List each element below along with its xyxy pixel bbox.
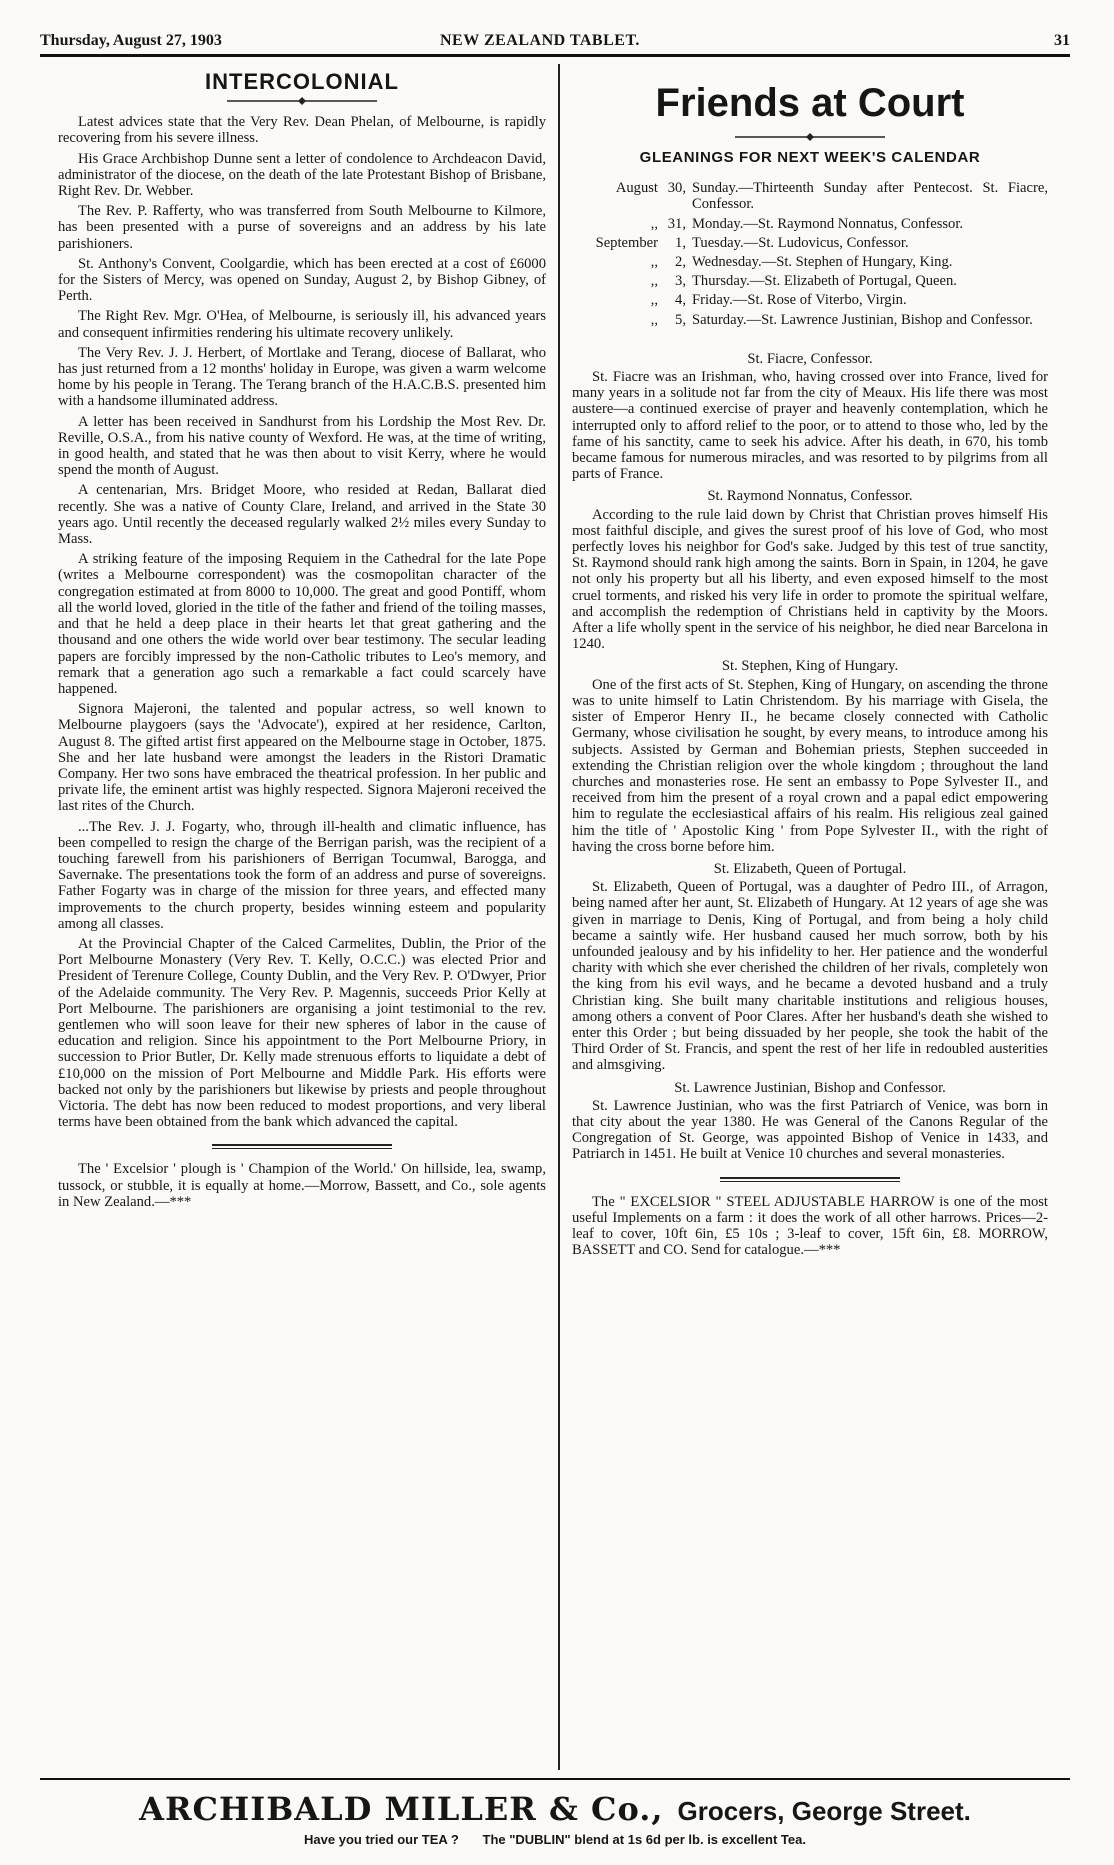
calendar-day: 4, bbox=[675, 292, 686, 309]
saint-paragraph: St. Fiacre was an Irishman, who, having crossed over into France, lived for many years in a solitude not far from the city of Meaux. His life there was most austere—a continued exercise of prayer and heavenly contemplation, which he interrupted only to afford relief to the poor, or to attend to those who, led by the fame of his sanctity, came to seek his advice. After his death, in 670, his tomb became famous for numerous miracles, and was resorted to by pilgrims from all parts of France. bbox=[572, 369, 1048, 483]
saint-paragraph: According to the rule laid down by Christ that Christian proves himself His most faithful disciple, and gives the surest proof of his love of God, who most perfectly loves his neighbor for God's sake. Judged by this test of true sanctity, St. Raymond should rank high among the saints. Born in Spain, in 1204, he gave not only his property but all his liberty, and even exposed himself to the most cruel torments, and risked his very life in order to promote the spiritual welfare, and accomplish the redemption of Christians held in captivity by the Moors. After a life wholly spent in the service of his neighbor, he died near Barcelona in 1240. bbox=[572, 506, 1048, 653]
footer-rule bbox=[40, 1778, 1070, 1780]
section-divider bbox=[720, 1177, 900, 1182]
saint-heading: St. Lawrence Justinian, Bishop and Confessor. bbox=[674, 1079, 946, 1096]
running-header bbox=[40, 26, 1070, 52]
news-paragraph: The Rev. P. Rafferty, who was transferred from South Melbourne to Kilmore, has been presented with a purse of sovereigns and an address by his late parishioners. bbox=[58, 203, 546, 252]
right-column bbox=[572, 64, 1048, 1262]
calendar-day: 5, bbox=[675, 311, 686, 328]
calendar-row bbox=[572, 254, 1048, 273]
saint-heading: St. Elizabeth, Queen of Portugal. bbox=[713, 860, 907, 877]
footer-advertisement bbox=[40, 1790, 1070, 1860]
calendar-month: August bbox=[615, 180, 658, 197]
calendar-row bbox=[572, 235, 1048, 254]
calendar-row bbox=[572, 180, 1048, 215]
tea-line bbox=[40, 1832, 1070, 1847]
saint-paragraph: One of the first acts of St. Stephen, King of Hungary, on ascending the throne was to unite himself to Latin Christendom. By his marriage with Gisela, the sister of Emperor Henry II., he became closely connected with Catholic Germany, whose civilisation he sought, by every means, to introduce among his subjects. Assisted by German and Bohemian priests, Stephen succeeded in extending the Christian religion over the whole kingdom ; throughout the land churches and monasteries rose. He sent an embassy to Pope Sylvester II., and received from him the present of a royal crown and a papal edict empowering him to regulate the ecclesiastical affairs of his realm. His religious zeal gained him the title of ' Apostolic King ' from Pope Sylvester II., with the right of having the cross borne before him. bbox=[572, 676, 1048, 855]
page-number: 31 bbox=[1054, 32, 1070, 49]
column-divider bbox=[558, 64, 560, 1770]
saint-heading: St. Fiacre, Confessor. bbox=[747, 350, 873, 367]
news-paragraph: A striking feature of the imposing Requiem in the Cathedral for the late Pope (writes a Melbourne correspondent) was the cosmopolitan character of the congregation estimated at from 8000 to 10,000. The great and good Pontiff, whom all the world loved, gloried in the title of the father and friend of the toiling masses, and that he held a deep place in their hearts let that great gathering and the thousand and one others the wide world over bear testimony. The secular leading papers are forcibly impressed by the non-Catholic tributes to Leo's memory, and remark that a generation ago such a remarkable a fact could scarcely have happened. bbox=[58, 551, 546, 697]
header-rule bbox=[40, 54, 1070, 57]
tea-note: The "DUBLIN" blend at 1s 6d per lb. is excellent Tea. bbox=[482, 1832, 806, 1847]
calendar-month: September bbox=[595, 234, 658, 251]
issue-date: Thursday, August 27, 1903 bbox=[40, 32, 222, 49]
news-paragraph: The Very Rev. J. J. Herbert, of Mortlake and Terang, diocese of Ballarat, who has just returned from a 12 months' holiday in Europe, was given a warm welcome home by his people in Terang. The Terang branch of the H.A.C.B.S. presented him with a handsome illuminated address. bbox=[58, 344, 546, 410]
calendar-entry: Friday.—St. Rose of Viterbo, Virgin. bbox=[692, 292, 907, 309]
left-column bbox=[58, 64, 546, 1214]
plough-advertisement: The ' Excelsior ' plough is ' Champion of the World.' On hillside, lea, swamp, tussock, or stubble, it is equally at home.—Morrow, Bassett, and Co., sole agents in New Zealand.—*** bbox=[58, 1161, 546, 1210]
tea-question: Have you tried our TEA ? bbox=[304, 1832, 459, 1847]
intercolonial-title: INTERCOLONIAL bbox=[205, 69, 399, 94]
harrow-advertisement: The " EXCELSIOR " STEEL ADJUSTABLE HARROW is one of the most useful Implements on a farm : it does the work of all other harrows. Prices—2-leaf to cover, 10ft 6in, £5 10s ; 3-leaf to cover, 15ft 6in, £8. MORROW, BASSETT and CO. Send for catalogue.—*** bbox=[572, 1193, 1048, 1259]
calendar-day: 31, bbox=[667, 215, 686, 232]
news-paragraph: A letter has been received in Sandhurst from his Lordship the Most Rev. Dr. Reville, O.S.A., from his native county of Wexford. He was, at the time of writing, in good health, and stated that he was then about to visit Kerry, where he would spend the month of August. bbox=[58, 413, 546, 479]
calendar-entry: Thursday.—St. Elizabeth of Portugal, Queen. bbox=[692, 273, 957, 290]
calendar-day: 30, bbox=[667, 180, 686, 197]
title-ornament bbox=[227, 96, 377, 106]
calendar-entry: Tuesday.—St. Ludovicus, Confessor. bbox=[692, 234, 909, 251]
calendar-entry: Wednesday.—St. Stephen of Hungary, King. bbox=[692, 254, 953, 271]
title-ornament bbox=[735, 132, 885, 142]
calendar-entry: Monday.—St. Raymond Nonnatus, Confessor. bbox=[692, 215, 964, 232]
saint-heading: St. Raymond Nonnatus, Confessor. bbox=[707, 488, 913, 505]
calendar-row bbox=[572, 292, 1048, 311]
news-paragraph: ...The Rev. J. J. Fogarty, who, through ill-health and climatic influence, has been compelled to resign the charge of the Berrigan parish, was the recipient of a touching farewell from his parishioners of Berrigan Tocumwal, Barogga, and Savernake. The presentations took the form of an address and purse of sovereigns. Father Fogarty was in charge of the mission for three years, and effected many improvements to the church property, besides winning esteem and popularity among all classes. bbox=[58, 818, 546, 932]
calendar-row bbox=[572, 273, 1048, 292]
calendar-day: 3, bbox=[675, 273, 686, 290]
paper-name: NEW ZEALAND TABLET. bbox=[440, 32, 640, 49]
calendar-month: ,, bbox=[650, 311, 658, 328]
news-paragraph: Signora Majeroni, the talented and popular actress, so well known to Melbourne playgoers (says the 'Advocate'), expired at her residence, Carlton, August 8. The gifted artist first appeared on the Melbourne stage in October, 1875. She and her late husband were amongst the leaders in the Ristori Dramatic Company. Her two sons have embraced the theatrical profession. In her public and private life, the eminent artist was highly respected. Signora Majeroni received the last rites of the Church. bbox=[58, 701, 546, 815]
saint-heading: St. Stephen, King of Hungary. bbox=[721, 658, 899, 675]
calendar-entry: Sunday.—Thirteenth Sunday after Pentecost. St. Fiacre, Confessor. bbox=[692, 180, 1048, 213]
news-paragraph: His Grace Archbishop Dunne sent a letter of condolence to Archdeacon David, administrator of the diocese, on the death of the late Protestant Bishop of Brisbane, Right Rev. Dr. Webber. bbox=[58, 150, 546, 200]
calendar-entry: Saturday.—St. Lawrence Justinian, Bishop and Confessor. bbox=[692, 311, 1033, 328]
calendar-month: ,, bbox=[650, 273, 658, 290]
calendar-row bbox=[572, 216, 1048, 235]
news-paragraph: St. Anthony's Convent, Coolgardie, which has been erected at a cost of £6000 for the Sisters of Mercy, was opened on Sunday, August 2, by Bishop Gibney, of Perth. bbox=[58, 255, 546, 305]
news-paragraph: A centenarian, Mrs. Bridget Moore, who resided at Redan, Ballarat died recently. She was a native of County Clare, Ireland, and arrived in the State 30 years ago. Until recently the deceased regularly walked 2½ miles every Sunday to Mass. bbox=[58, 482, 546, 548]
calendar-day: 1, bbox=[675, 234, 686, 251]
news-paragraph: The Right Rev. Mgr. O'Hea, of Melbourne, is seriously ill, his advanced years and consequent infirmities rendering his ultimate recovery unlikely. bbox=[58, 308, 546, 341]
saint-paragraph: St. Lawrence Justinian, who was the first Patriarch of Venice, was born in that city about the year 1380. He was General of the Canons Regular of the Congregation of St. George, was appointed Bishop of Venice in 1433, and Patriarch in 1451. He built at Venice 10 churches and several monasteries. bbox=[572, 1097, 1048, 1163]
news-paragraph: At the Provincial Chapter of the Calced Carmelites, Dublin, the Prior of the Port Melbourne Monastery (Very Rev. T. Kelly, O.C.C.) was elected Prior and President of Terenure College, County Dublin, and the Very Rev. P. O'Dwyer, Prior of the Adelaide community. The Very Rev. P. Magennis, succeeds Prior Kelly at Port Melbourne. The parishioners are organising a joint testimonial to the rev. gentlemen who will soon leave for their new spheres of labor in the cause of education and religion. Since his appointment to the Port Melbourne Priory, in succession to Prior Butler, Dr. Kelly made strenuous efforts to liquidate a debt of £10,000 on the mission of Port Melbourne and Middle Park. His efforts were backed not only by the parishioners but likewise by priests and people throughout Victoria. The debt has now been reduced to modest proportions, and very liberal terms have been obtained from the bank which advanced the capital. bbox=[58, 935, 546, 1131]
news-paragraph: Latest advices state that the Very Rev. Dean Phelan, of Melbourne, is rapidly recovering from his severe illness. bbox=[58, 114, 546, 147]
advertiser-name: ARCHIBALD MILLER & Co., bbox=[139, 1790, 664, 1828]
section-divider bbox=[212, 1144, 392, 1149]
calendar-month: ,, bbox=[650, 292, 658, 309]
calendar-month: ,, bbox=[650, 215, 658, 232]
calendar-day: 2, bbox=[675, 254, 686, 271]
calendar-month: ,, bbox=[650, 254, 658, 271]
calendar-subtitle: GLEANINGS FOR NEXT WEEK'S CALENDAR bbox=[639, 149, 981, 166]
calendar-table bbox=[572, 180, 1048, 331]
advertiser-trade: Grocers, George Street. bbox=[677, 1796, 971, 1826]
friends-at-court-title: Friends at Court bbox=[655, 81, 965, 125]
saint-paragraph: St. Elizabeth, Queen of Portugal, was a daughter of Pedro III., of Arragon, being named after her aunt, St. Elizabeth of Hungary. At 12 years of age she was given in marriage to Denis, King of Portugal, and from being a holy child became a saintly wife. Her husband caused her much sorrow, both by his unfounded jealousy and by his infidelity to her. Her patience and the wonderful charity with which she ever cherished the children of her rivals, completely won the king from his evil ways, and he became a devoted husband and a truly Christian king. She built many charitable institutions and religious houses, among others a convent of Poor Clares. After her husband's death she wished to enter this Order ; but being dissuaded by her people, she took the habit of the Third Order of St. Francis, and spent the rest of her life in redoubled austerities and almsgiving. bbox=[572, 879, 1048, 1074]
calendar-row bbox=[572, 312, 1048, 331]
